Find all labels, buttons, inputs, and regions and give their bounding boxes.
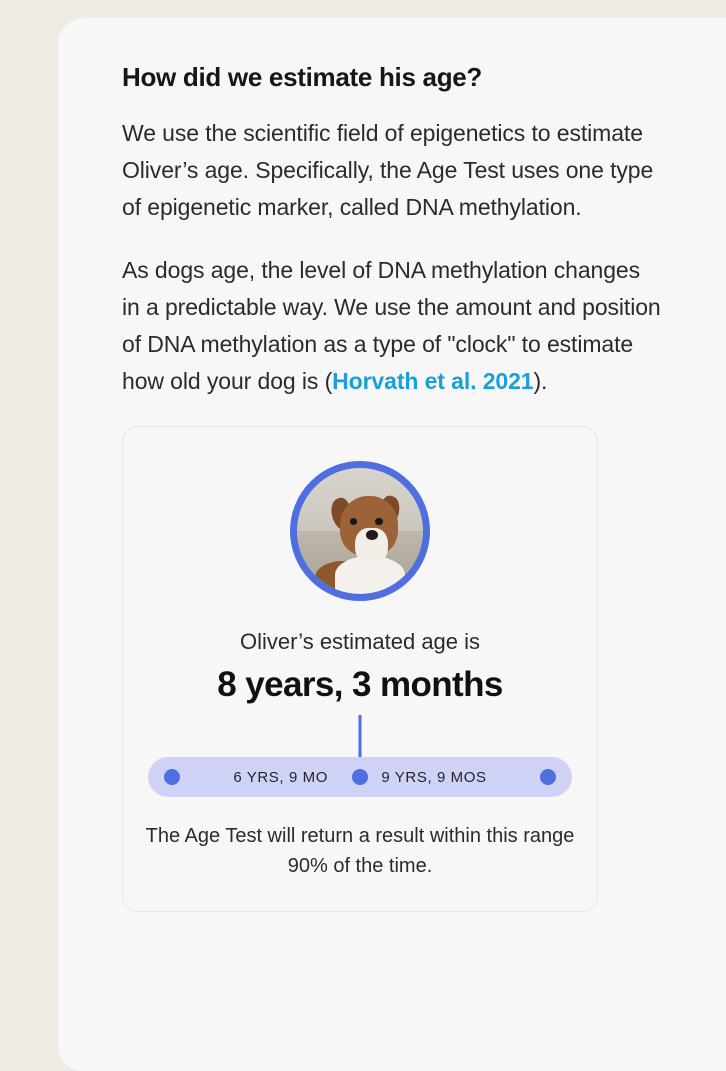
- age-range-widget: [148, 715, 572, 797]
- avatar: [290, 461, 430, 601]
- range-max-dot-icon: [540, 769, 556, 785]
- page-title: How did we estimate his age?: [122, 62, 483, 92]
- range-indicator-stem: [359, 715, 362, 757]
- dog-eye-right-shape: [375, 518, 383, 524]
- range-min-dot-icon: [164, 769, 180, 785]
- paragraph-epigenetics: We use the scientific field of epigenetics to estimate Oliver’s age. Specifically, the Age Test uses one type of epigenetic marker, called DNA methylation.: [122, 120, 654, 220]
- dog-photo-icon: [297, 468, 423, 594]
- paragraph-text-before-link: As dogs age, the level of DNA methylation changes in a predictable way. We use the amount and position of DNA methylation as a type of "clock" to estimate how old your dog is (: [122, 257, 661, 394]
- estimated-age-label: Oliver’s estimated age is: [239, 629, 481, 654]
- dog-nose-shape: [366, 530, 377, 540]
- range-confidence-note: The Age Test will return a result within this range 90% of the time.: [145, 825, 575, 877]
- range-estimate-dot-icon: [352, 769, 368, 785]
- paragraph-text-after-link: ).: [533, 368, 548, 394]
- dog-eye-left-shape: [350, 518, 358, 524]
- estimated-age-value: 8 years, 3 months: [217, 665, 503, 704]
- paragraph-methylation-clock: [122, 252, 664, 400]
- range-track: [148, 757, 572, 797]
- range-max-label: 9 YRS, 9 MOS: [381, 768, 487, 786]
- citation-link-horvath[interactable]: Horvath et al. 2021: [332, 368, 534, 394]
- range-min-label: 6 YRS, 9 MO: [233, 768, 329, 786]
- age-result-card: [122, 426, 598, 912]
- content-card: [58, 18, 726, 1071]
